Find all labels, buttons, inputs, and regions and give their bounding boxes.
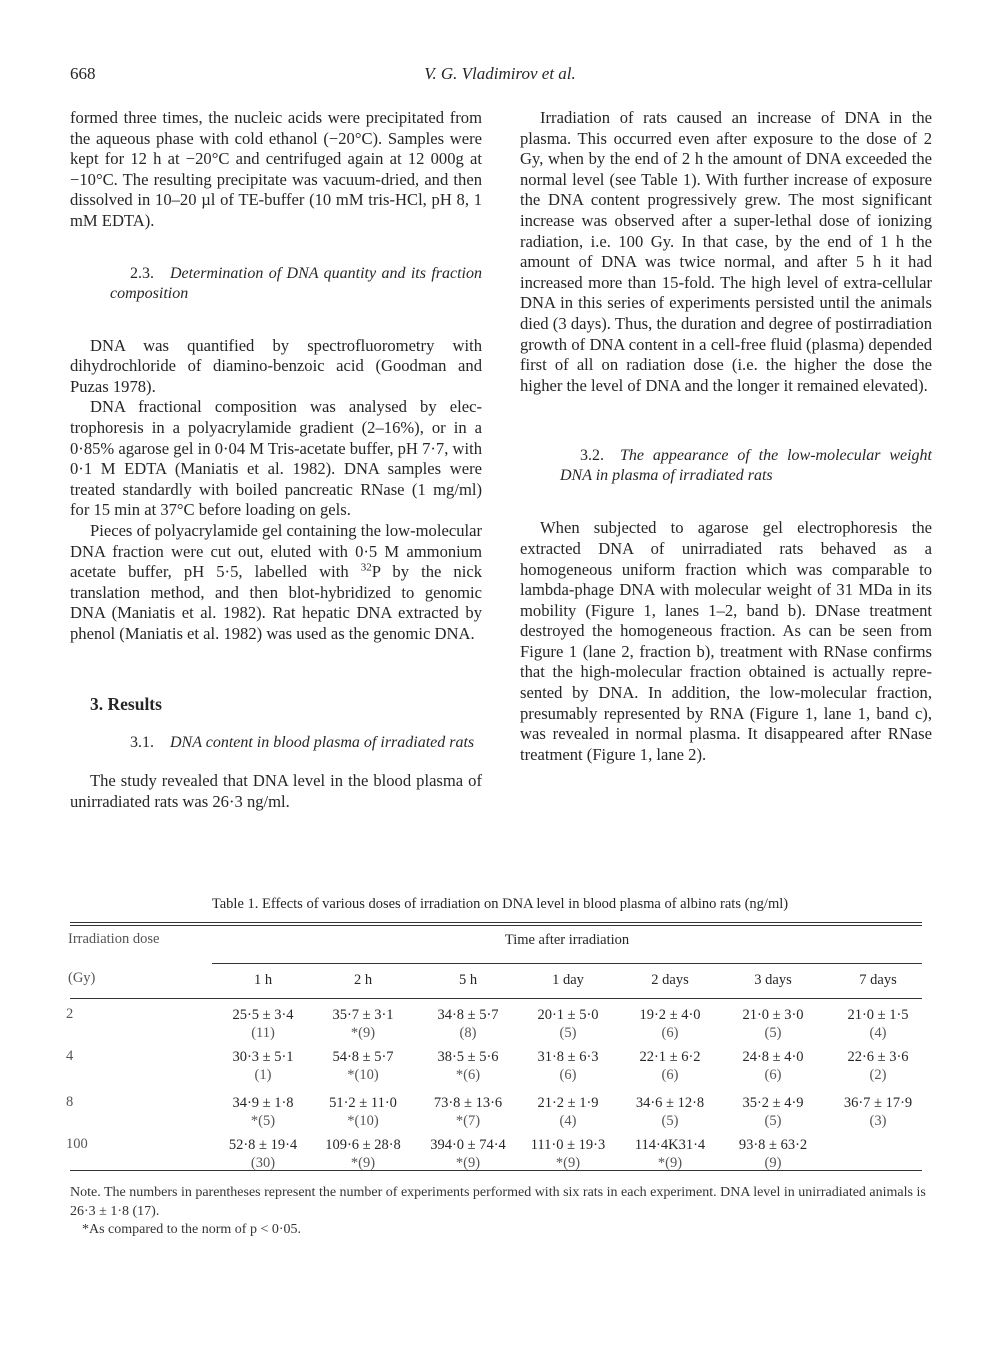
cell-value: 394·0 ± 74·4 bbox=[430, 1137, 506, 1153]
cell-value: 22·6 ± 3·6 bbox=[847, 1049, 909, 1065]
table-cell bbox=[308, 1094, 418, 1130]
column-header: 3 days bbox=[754, 972, 792, 988]
column-header: 2 days bbox=[651, 972, 689, 988]
cell-count: *(9) bbox=[657, 1155, 683, 1171]
paragraph: formed three times, the nucleic acids were precipitated from the aqueous phase with cold ethanol (−20°C). Samples were kept for 12 h at −20°C and centrifuged again at 12 000g at −10°C. The resulting precipitate was vacuum-dried, and then dissolved in 10–20 µl of TE-buffer (10 mM tris-HCl, pH 8, 1 mM EDTA). bbox=[70, 108, 482, 230]
row-dose: 4 bbox=[66, 1048, 74, 1064]
cell-value: 51·2 ± 11·0 bbox=[329, 1095, 397, 1111]
cell-count: (5) bbox=[764, 1025, 782, 1041]
page-header bbox=[70, 64, 930, 88]
subsection-title: Determination of DNA quantity and its fraction composition bbox=[110, 264, 482, 302]
subsection-heading-3-1 bbox=[70, 733, 482, 753]
cell-count: (2) bbox=[869, 1067, 887, 1083]
table-cell bbox=[823, 1094, 933, 1130]
dose-unit: (Gy) bbox=[68, 970, 96, 986]
cell-count: (6) bbox=[661, 1067, 679, 1083]
row-dose: 8 bbox=[66, 1094, 74, 1110]
cell-count: *(9) bbox=[555, 1155, 581, 1171]
cell-value: 114·4K31·4 bbox=[634, 1137, 706, 1153]
table-cell bbox=[208, 1136, 318, 1172]
table-cell bbox=[615, 1006, 725, 1042]
cell-value: 93·8 ± 63·2 bbox=[738, 1137, 808, 1153]
subsection-title: DNA content in blood plasma of irradiated rats bbox=[170, 734, 475, 752]
paragraph: Irradiation of rats caused an increase of DNA in the plasma. This occurred even after exposure to the dose of 2 Gy, when by the end of 2 h the amount of DNA exceeded the normal level (see Table 1). With further increase of exposure the DNA content progressively grew. The most significant increase was observed after a super-lethal dose of ionizing radiation, i.e. 100 Gy. In that case, by the end of 1 h the amount of DNA was twice normal, and after 5 h it had increased more than 15-fold. The high level of extra-cellular DNA in this series of experiments persisted until the animals died (3 days). Thus, the duration and degree of postirradiation growth of DNA content in a cell-free fluid (plasma) depended first of all on radiation dose (i.e. the higher the dose the higher the level of DNA and the longer it remained elevated). bbox=[520, 108, 932, 395]
cell-count: *(9) bbox=[350, 1155, 376, 1171]
superscript: 32 bbox=[360, 561, 372, 574]
right-column bbox=[520, 108, 932, 765]
table-cell bbox=[718, 1048, 828, 1084]
subsection-heading-2-3 bbox=[70, 264, 482, 304]
dose-header: Irradiation dose bbox=[68, 931, 160, 947]
cell-count: (8) bbox=[459, 1025, 477, 1041]
cell-value: 73·8 ± 13·6 bbox=[433, 1095, 503, 1111]
cell-value: 22·1 ± 6·2 bbox=[639, 1049, 701, 1065]
paragraph: When subjected to agarose gel electrophoresis the extracted DNA of unirradiated rats behaved as a homogeneous uniform fraction which was comparable to lambda-phage DNA with molecular weight of 31 MDa in its mobility (Figure 1, lanes 1–2, band b). DNase treatment destroyed the homogeneous fraction. As can be seen from Figure 1 (lane 2, fraction b), treatment with RNase confirms that the high-molecular fraction obtained is actually represented by DNA. In addition, the low-molecular fraction, presumably represented by RNA (Figure 1, lane 1, band c), was revealed in normal plasma. It disappeared after RNase treatment (Figure 1, lane 2). bbox=[520, 518, 932, 764]
table-cell bbox=[208, 1006, 318, 1042]
cell-count: *(10) bbox=[347, 1067, 379, 1083]
paragraph-text: P by the nick translation method, and then blot-hybridized to genomic DNA (Maniatis et al. 1982). Rat hepatic DNA extracted by phenol (Maniatis et al. 1982) was used as the genomic DNA. bbox=[70, 562, 482, 643]
table-cell bbox=[823, 1048, 933, 1084]
table-cell bbox=[513, 1006, 623, 1042]
time-header: Time after irradiation bbox=[504, 932, 630, 948]
paragraph-text: Pieces of polyacrylamide gel containing the low-molecular DNA fraction were cut out, eluted with 0·5 M ammonium acetate buffer, pH 5·5, labelled with bbox=[70, 520, 482, 582]
cell-count: (4) bbox=[559, 1113, 577, 1129]
footnote-text: *As compared to the norm of p < 0·05. bbox=[82, 1222, 302, 1237]
subsection-number: 2.3. bbox=[130, 264, 154, 282]
table-cell bbox=[308, 1006, 418, 1042]
table-cell bbox=[413, 1048, 523, 1084]
cell-value: 109·6 ± 28·8 bbox=[325, 1137, 401, 1153]
cell-count: *(6) bbox=[455, 1067, 481, 1083]
paragraph: DNA was quantified by spectrofluorometry with dihydrochloride of diamino-benzoic acid (Goodman and Puzas 1978). bbox=[70, 335, 482, 396]
table-rule bbox=[70, 925, 922, 926]
cell-value: 54·8 ± 5·7 bbox=[332, 1049, 394, 1065]
cell-value: 25·5 ± 3·4 bbox=[232, 1007, 294, 1023]
cell-value: 35·7 ± 3·1 bbox=[332, 1007, 394, 1023]
table-rule bbox=[70, 998, 922, 999]
subsection-number: 3.1. bbox=[130, 734, 154, 752]
table-cell bbox=[823, 1006, 933, 1042]
cell-count: (6) bbox=[764, 1067, 782, 1083]
cell-value: 35·2 ± 4·9 bbox=[742, 1095, 804, 1111]
cell-value: 38·5 ± 5·6 bbox=[437, 1049, 499, 1065]
cell-count: *(10) bbox=[347, 1113, 379, 1129]
cell-value: 34·9 ± 1·8 bbox=[232, 1095, 294, 1111]
column-header: 7 days bbox=[859, 972, 897, 988]
row-dose: 2 bbox=[66, 1006, 74, 1022]
column-header: 1 h bbox=[253, 972, 273, 988]
table-cell bbox=[718, 1136, 828, 1172]
cell-value: 24·8 ± 4·0 bbox=[742, 1049, 804, 1065]
subsection-title: The appearance of the low-molecular weight DNA in plasma of irradiated rats bbox=[560, 447, 932, 485]
cell-value: 52·8 ± 19·4 bbox=[228, 1137, 298, 1153]
table-cell bbox=[308, 1136, 418, 1172]
column-header: 2 h bbox=[353, 972, 373, 988]
cell-count: (4) bbox=[869, 1025, 887, 1041]
cell-count: *(7) bbox=[455, 1113, 481, 1129]
table-cell bbox=[308, 1048, 418, 1084]
note-text: Note. The numbers in parentheses represent the number of experiments performed with six rats in each experiment. DNA level in unirradiated animals is 26·3 ± 1·8 (17). bbox=[70, 1185, 926, 1219]
cell-count: (1) bbox=[254, 1067, 272, 1083]
running-head: V. G. Vladimirov et al. bbox=[424, 64, 576, 83]
table-note bbox=[70, 1184, 930, 1240]
cell-value: 21·0 ± 3·0 bbox=[742, 1007, 804, 1023]
left-column bbox=[70, 108, 482, 812]
cell-value: 31·8 ± 6·3 bbox=[537, 1049, 599, 1065]
row-dose: 100 bbox=[66, 1136, 88, 1152]
cell-value: 34·8 ± 5·7 bbox=[437, 1007, 499, 1023]
cell-count: (6) bbox=[661, 1025, 679, 1041]
paragraph: DNA fractional composition was analysed by electrophoresis in a polyacrylamide gradient (2–16%), or in a 0·85% agarose gel in 0·04 M Tris-acetate buffer, pH 7·7, with 0·1 M EDTA (Maniatis et al. 1982). DNA samples were treated standardly with boiled pancreatic RNase (1 mg/ml) for 15 min at 37°C before loading on gels. bbox=[70, 397, 482, 520]
table-cell bbox=[513, 1094, 623, 1130]
subsection-number: 3.2. bbox=[580, 447, 604, 465]
table-cell bbox=[615, 1136, 725, 1172]
cell-count: (5) bbox=[764, 1113, 782, 1129]
table-cell bbox=[208, 1094, 318, 1130]
table-caption: Table 1. Effects of various doses of irradiation on DNA level in blood plasma of albino rats (ng/ml) bbox=[211, 896, 789, 912]
subsection-heading-3-2 bbox=[520, 446, 932, 486]
table-cell bbox=[718, 1006, 828, 1042]
cell-value: 111·0 ± 19·3 bbox=[530, 1137, 606, 1153]
cell-count: (9) bbox=[764, 1155, 782, 1171]
table-cell bbox=[413, 1006, 523, 1042]
cell-count: (3) bbox=[869, 1113, 887, 1129]
cell-count: (6) bbox=[559, 1067, 577, 1083]
table-cell bbox=[615, 1048, 725, 1084]
table-cell bbox=[413, 1094, 523, 1130]
column-header: 5 h bbox=[458, 972, 478, 988]
cell-count: (11) bbox=[251, 1025, 275, 1041]
page-number: 668 bbox=[70, 64, 96, 83]
table-cell bbox=[513, 1048, 623, 1084]
cell-count: *(5) bbox=[250, 1113, 276, 1129]
cell-value: 21·0 ± 1·5 bbox=[847, 1007, 909, 1023]
table-cell bbox=[615, 1094, 725, 1130]
cell-count: (30) bbox=[250, 1155, 276, 1171]
cell-value: 34·6 ± 12·8 bbox=[635, 1095, 705, 1111]
paragraph: The study revealed that DNA level in the blood plasma of unirradiated rats was 26·3 ng/ml. bbox=[70, 771, 482, 811]
cell-count: (5) bbox=[559, 1025, 577, 1041]
section-heading-results: 3. Results bbox=[90, 694, 162, 715]
table-cell bbox=[208, 1048, 318, 1084]
cell-count: *(9) bbox=[455, 1155, 481, 1171]
table-rule bbox=[70, 1170, 922, 1171]
table-cell bbox=[413, 1136, 523, 1172]
cell-value: 36·7 ± 17·9 bbox=[843, 1095, 913, 1111]
cell-value: 19·2 ± 4·0 bbox=[639, 1007, 701, 1023]
paragraph bbox=[70, 521, 482, 645]
cell-count: *(9) bbox=[350, 1025, 376, 1041]
cell-count: (5) bbox=[661, 1113, 679, 1129]
table-rule bbox=[70, 922, 922, 923]
cell-value: 21·2 ± 1·9 bbox=[537, 1095, 599, 1111]
table-cell bbox=[718, 1094, 828, 1130]
cell-value: 30·3 ± 5·1 bbox=[232, 1049, 294, 1065]
table-rule bbox=[212, 963, 922, 964]
cell-value: 20·1 ± 5·0 bbox=[537, 1007, 599, 1023]
table-cell bbox=[513, 1136, 623, 1172]
column-header: 1 day bbox=[552, 972, 584, 988]
